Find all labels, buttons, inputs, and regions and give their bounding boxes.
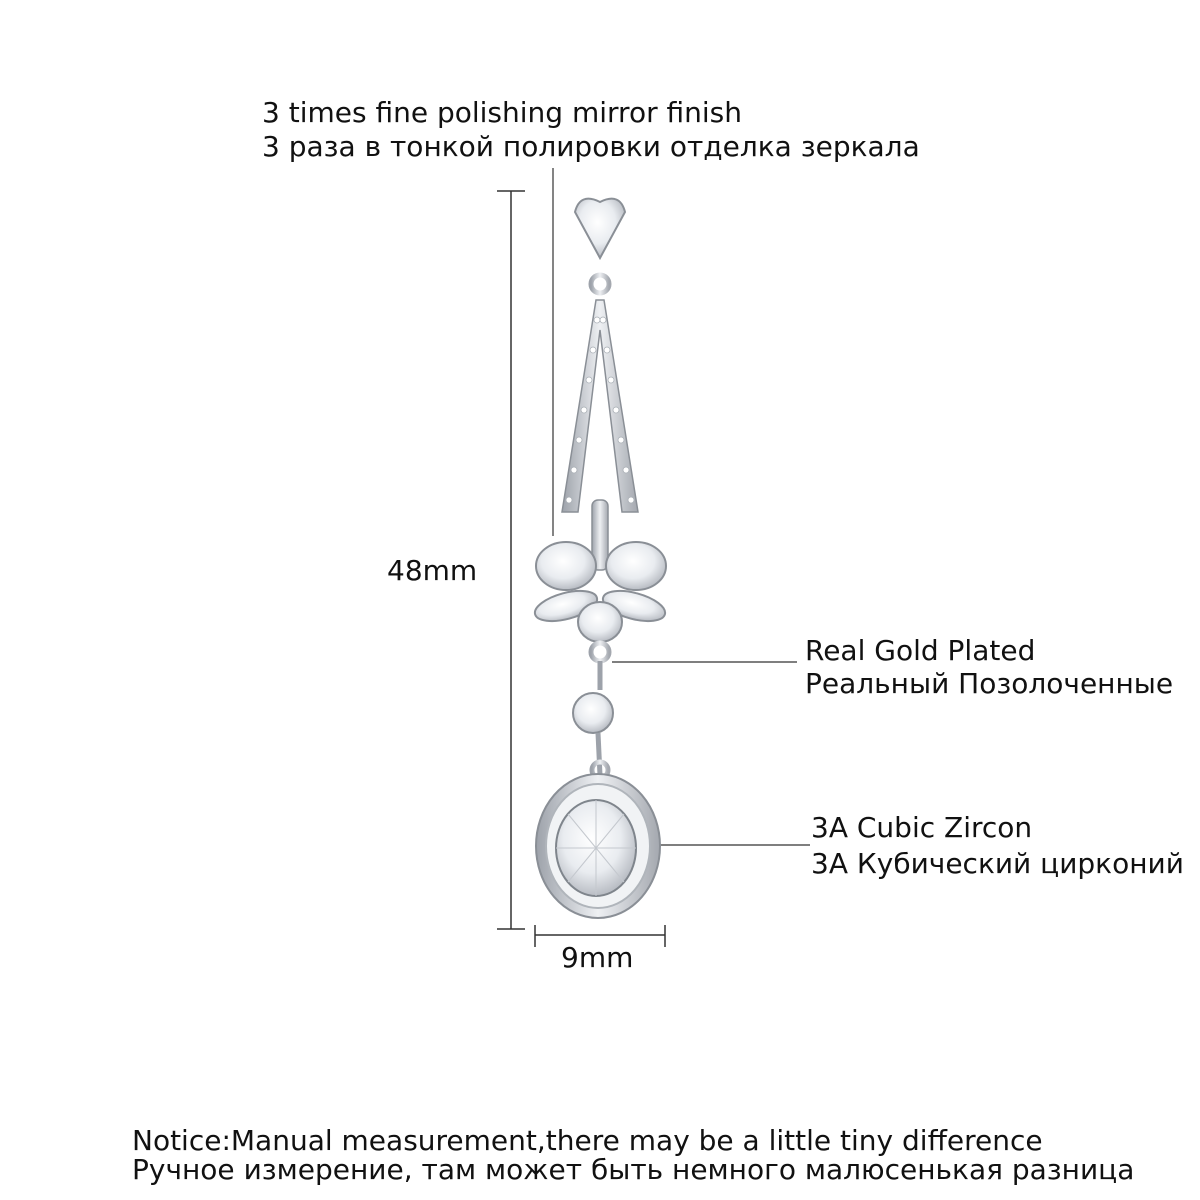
height-dimension-line: [497, 191, 525, 929]
notice-ru: Ручное измерение, там может быть немного малюсенькая разница: [132, 1153, 1135, 1186]
earring-image: [532, 199, 669, 918]
finish-label-en: 3 times fine polishing mirror finish: [262, 96, 742, 129]
notice-en: Notice:Manual measurement,there may be a little tiny difference: [132, 1124, 1043, 1157]
width-dimension-label: 9mm: [561, 941, 634, 974]
finish-label-ru: 3 раза в тонкой полировки отделка зеркала: [262, 130, 920, 163]
height-dimension-label: 48mm: [387, 554, 478, 587]
gold-plated-label-en: Real Gold Plated: [805, 634, 1036, 667]
width-dimension-line: [535, 925, 665, 947]
gold-plated-label-ru: Реальный Позолоченные: [805, 667, 1174, 700]
zircon-label-en: 3A Cubic Zircon: [811, 811, 1033, 844]
zircon-label-ru: 3A Кубический цирконий: [811, 847, 1184, 880]
